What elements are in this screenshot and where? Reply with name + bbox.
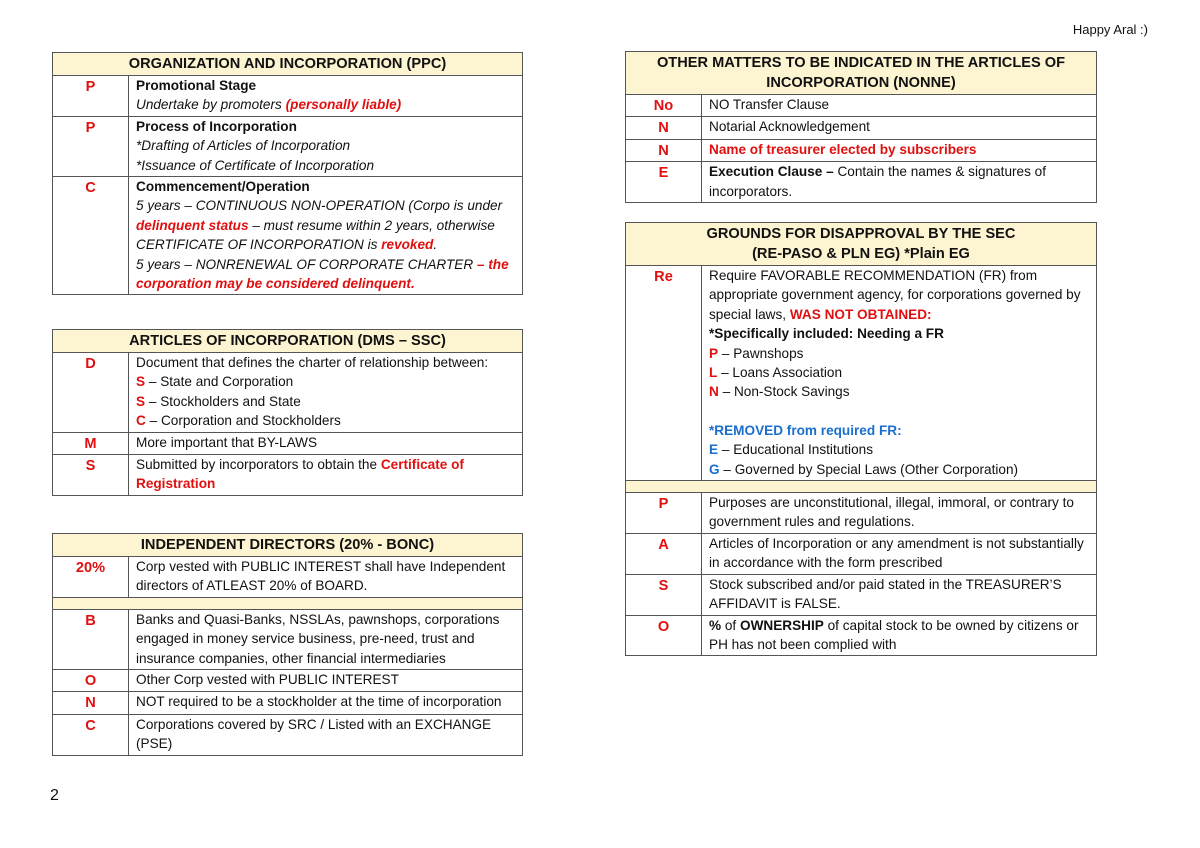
row-text: Articles of Incorporation or any amendment is not substantially in accordance with the form prescribed xyxy=(702,533,1097,574)
table-row xyxy=(626,139,1097,161)
table-row xyxy=(626,615,1097,656)
included-heading: *Specifically included: Needing a FR xyxy=(709,326,944,342)
table-row xyxy=(53,432,523,454)
row-content xyxy=(129,76,523,117)
row-heading: Promotional Stage xyxy=(136,78,257,93)
row-key: C xyxy=(53,177,129,295)
table-row xyxy=(626,117,1097,139)
nonne-table xyxy=(625,51,1097,203)
table-row xyxy=(53,692,523,714)
row-text: Purposes are unconstitutional, illegal, immoral, or contrary to government rules and regulations. xyxy=(702,493,1097,534)
spacer-row xyxy=(626,481,1097,493)
row-highlight: delinquent status xyxy=(136,217,249,233)
blank-line xyxy=(709,402,1090,421)
ppc-title: ORGANIZATION AND INCORPORATION (PPC) xyxy=(53,53,523,76)
row-text: Contain the names & signatures of incorporators. xyxy=(709,164,1046,199)
row-content xyxy=(129,353,523,433)
row-key: N xyxy=(626,117,702,139)
row-highlight: Certificate of Registration xyxy=(136,457,464,492)
ppc-table xyxy=(52,52,523,295)
list-item: S – State and Corporation xyxy=(136,374,294,390)
row-key: P xyxy=(53,76,129,117)
row-text: Submitted by incorporators to obtain the xyxy=(136,457,381,473)
aoi-table xyxy=(52,329,523,496)
row-key: D xyxy=(53,353,129,433)
removed-heading: *REMOVED from required FR: xyxy=(709,422,902,438)
row-text: *Issuance of Certificate of Incorporation xyxy=(136,157,375,173)
list-item: E – Educational Institutions xyxy=(709,442,873,458)
nonne-title: OTHER MATTERS TO BE INDICATED IN THE ARTICLES OF INCORPORATION (NONNE) xyxy=(626,52,1097,95)
row-content xyxy=(129,455,523,496)
row-highlight: WAS NOT OBTAINED: xyxy=(789,306,932,322)
row-paragraph xyxy=(136,196,516,254)
table-row xyxy=(626,162,1097,203)
row-text: – must resume within 2 years, otherwise CERTIFICATE OF INCORPORATION is xyxy=(136,217,495,253)
row-content xyxy=(129,177,523,295)
row-content xyxy=(702,162,1097,203)
row-key: N xyxy=(53,692,129,714)
row-text: More important that BY-LAWS xyxy=(129,432,523,454)
row-key: O xyxy=(626,615,702,656)
row-key: S xyxy=(626,574,702,615)
table-row xyxy=(626,533,1097,574)
sec-title xyxy=(626,223,1097,266)
row-key: P xyxy=(53,116,129,176)
table-row xyxy=(53,177,523,295)
list-item: P – Pawnshops xyxy=(709,345,804,361)
row-key: No xyxy=(626,95,702,117)
list-item: S – Stockholders and State xyxy=(136,393,301,409)
row-key: C xyxy=(53,714,129,755)
row-text: NOT required to be a stockholder at the time of incorporation xyxy=(129,692,523,714)
sec-title-line: (RE-PASO & PLN EG) *Plain EG xyxy=(752,246,970,262)
directors-table xyxy=(52,533,523,756)
table-row xyxy=(53,714,523,755)
row-text: Other Corp vested with PUBLIC INTEREST xyxy=(129,670,523,692)
row-text: Banks and Quasi-Banks, NSSLAs, pawnshops, corporations engaged in money service business, pre-need, trust and insurance companies, other financial intermediaries xyxy=(129,609,523,669)
sec-title-line: GROUNDS FOR DISAPPROVAL BY THE SEC xyxy=(706,226,1016,242)
row-text: Document that defines the charter of relationship between: xyxy=(136,355,489,370)
row-text: NO Transfer Clause xyxy=(702,95,1097,117)
row-key: S xyxy=(53,455,129,496)
row-key: E xyxy=(626,162,702,203)
table-row xyxy=(53,76,523,117)
page-number: 2 xyxy=(50,787,59,804)
row-highlight: (personally liable) xyxy=(285,97,402,113)
list-item: C – Corporation and Stockholders xyxy=(136,413,341,429)
table-row xyxy=(626,95,1097,117)
row-key: O xyxy=(53,670,129,692)
list-item: G – Governed by Special Laws (Other Corporation) xyxy=(709,461,1019,477)
row-key: P xyxy=(626,493,702,534)
table-row xyxy=(626,493,1097,534)
row-text: Notarial Acknowledgement xyxy=(702,117,1097,139)
row-content xyxy=(129,116,523,176)
row-highlight: – the corporation may be considered delinquent. xyxy=(136,256,509,292)
table-row xyxy=(626,574,1097,615)
row-paragraph xyxy=(136,255,516,294)
row-text: Corp vested with PUBLIC INTEREST shall have Independent directors of ATLEAST 20% of BOARD. xyxy=(129,557,523,598)
row-text: *Drafting of Articles of Incorporation xyxy=(136,138,351,154)
row-key: N xyxy=(626,139,702,161)
row-key: 20% xyxy=(53,557,129,598)
list-item: N – Non-Stock Savings xyxy=(709,384,850,400)
row-text: Require FAVORABLE RECOMMENDATION (FR) from appropriate government agency, for corporations governed by special laws, xyxy=(709,268,1081,322)
row-text: Undertake by promoters xyxy=(136,97,286,113)
row-key: Re xyxy=(626,266,702,481)
row-text: Corporations covered by SRC / Listed with an EXCHANGE (PSE) xyxy=(129,714,523,755)
aoi-title: ARTICLES OF INCORPORATION (DMS – SSC) xyxy=(53,330,523,353)
row-content: % of OWNERSHIP of capital stock to be owned by citizens or PH has not been complied with xyxy=(702,615,1097,656)
row-content xyxy=(702,266,1097,481)
row-heading: Process of Incorporation xyxy=(136,118,297,134)
row-key: B xyxy=(53,609,129,669)
row-text: . xyxy=(433,237,438,253)
row-highlight: revoked xyxy=(381,237,434,253)
row-heading: Execution Clause – xyxy=(709,164,838,180)
row-highlight: Name of treasurer elected by subscribers xyxy=(702,139,1097,161)
table-row xyxy=(53,609,523,669)
row-text: 5 years – CONTINUOUS NON-OPERATION (Corpo is under xyxy=(136,198,503,214)
table-row xyxy=(53,353,523,433)
table-row xyxy=(626,266,1097,481)
row-text: Stock subscribed and/or paid stated in the TREASURER’S AFFIDAVIT is FALSE. xyxy=(702,574,1097,615)
table-row xyxy=(53,670,523,692)
row-key: M xyxy=(53,432,129,454)
row-text: 5 years – NONRENEWAL OF CORPORATE CHARTER xyxy=(136,256,477,272)
directors-title: INDEPENDENT DIRECTORS (20% - BONC) xyxy=(53,534,523,557)
row-heading: Commencement/Operation xyxy=(136,179,310,195)
sec-table xyxy=(625,222,1097,656)
table-row xyxy=(53,455,523,496)
table-row xyxy=(53,116,523,176)
author-note: Happy Aral :) xyxy=(1072,22,1148,37)
spacer-row xyxy=(53,597,523,609)
table-row xyxy=(53,557,523,598)
row-key: A xyxy=(626,533,702,574)
list-item: L – Loans Association xyxy=(709,365,843,381)
